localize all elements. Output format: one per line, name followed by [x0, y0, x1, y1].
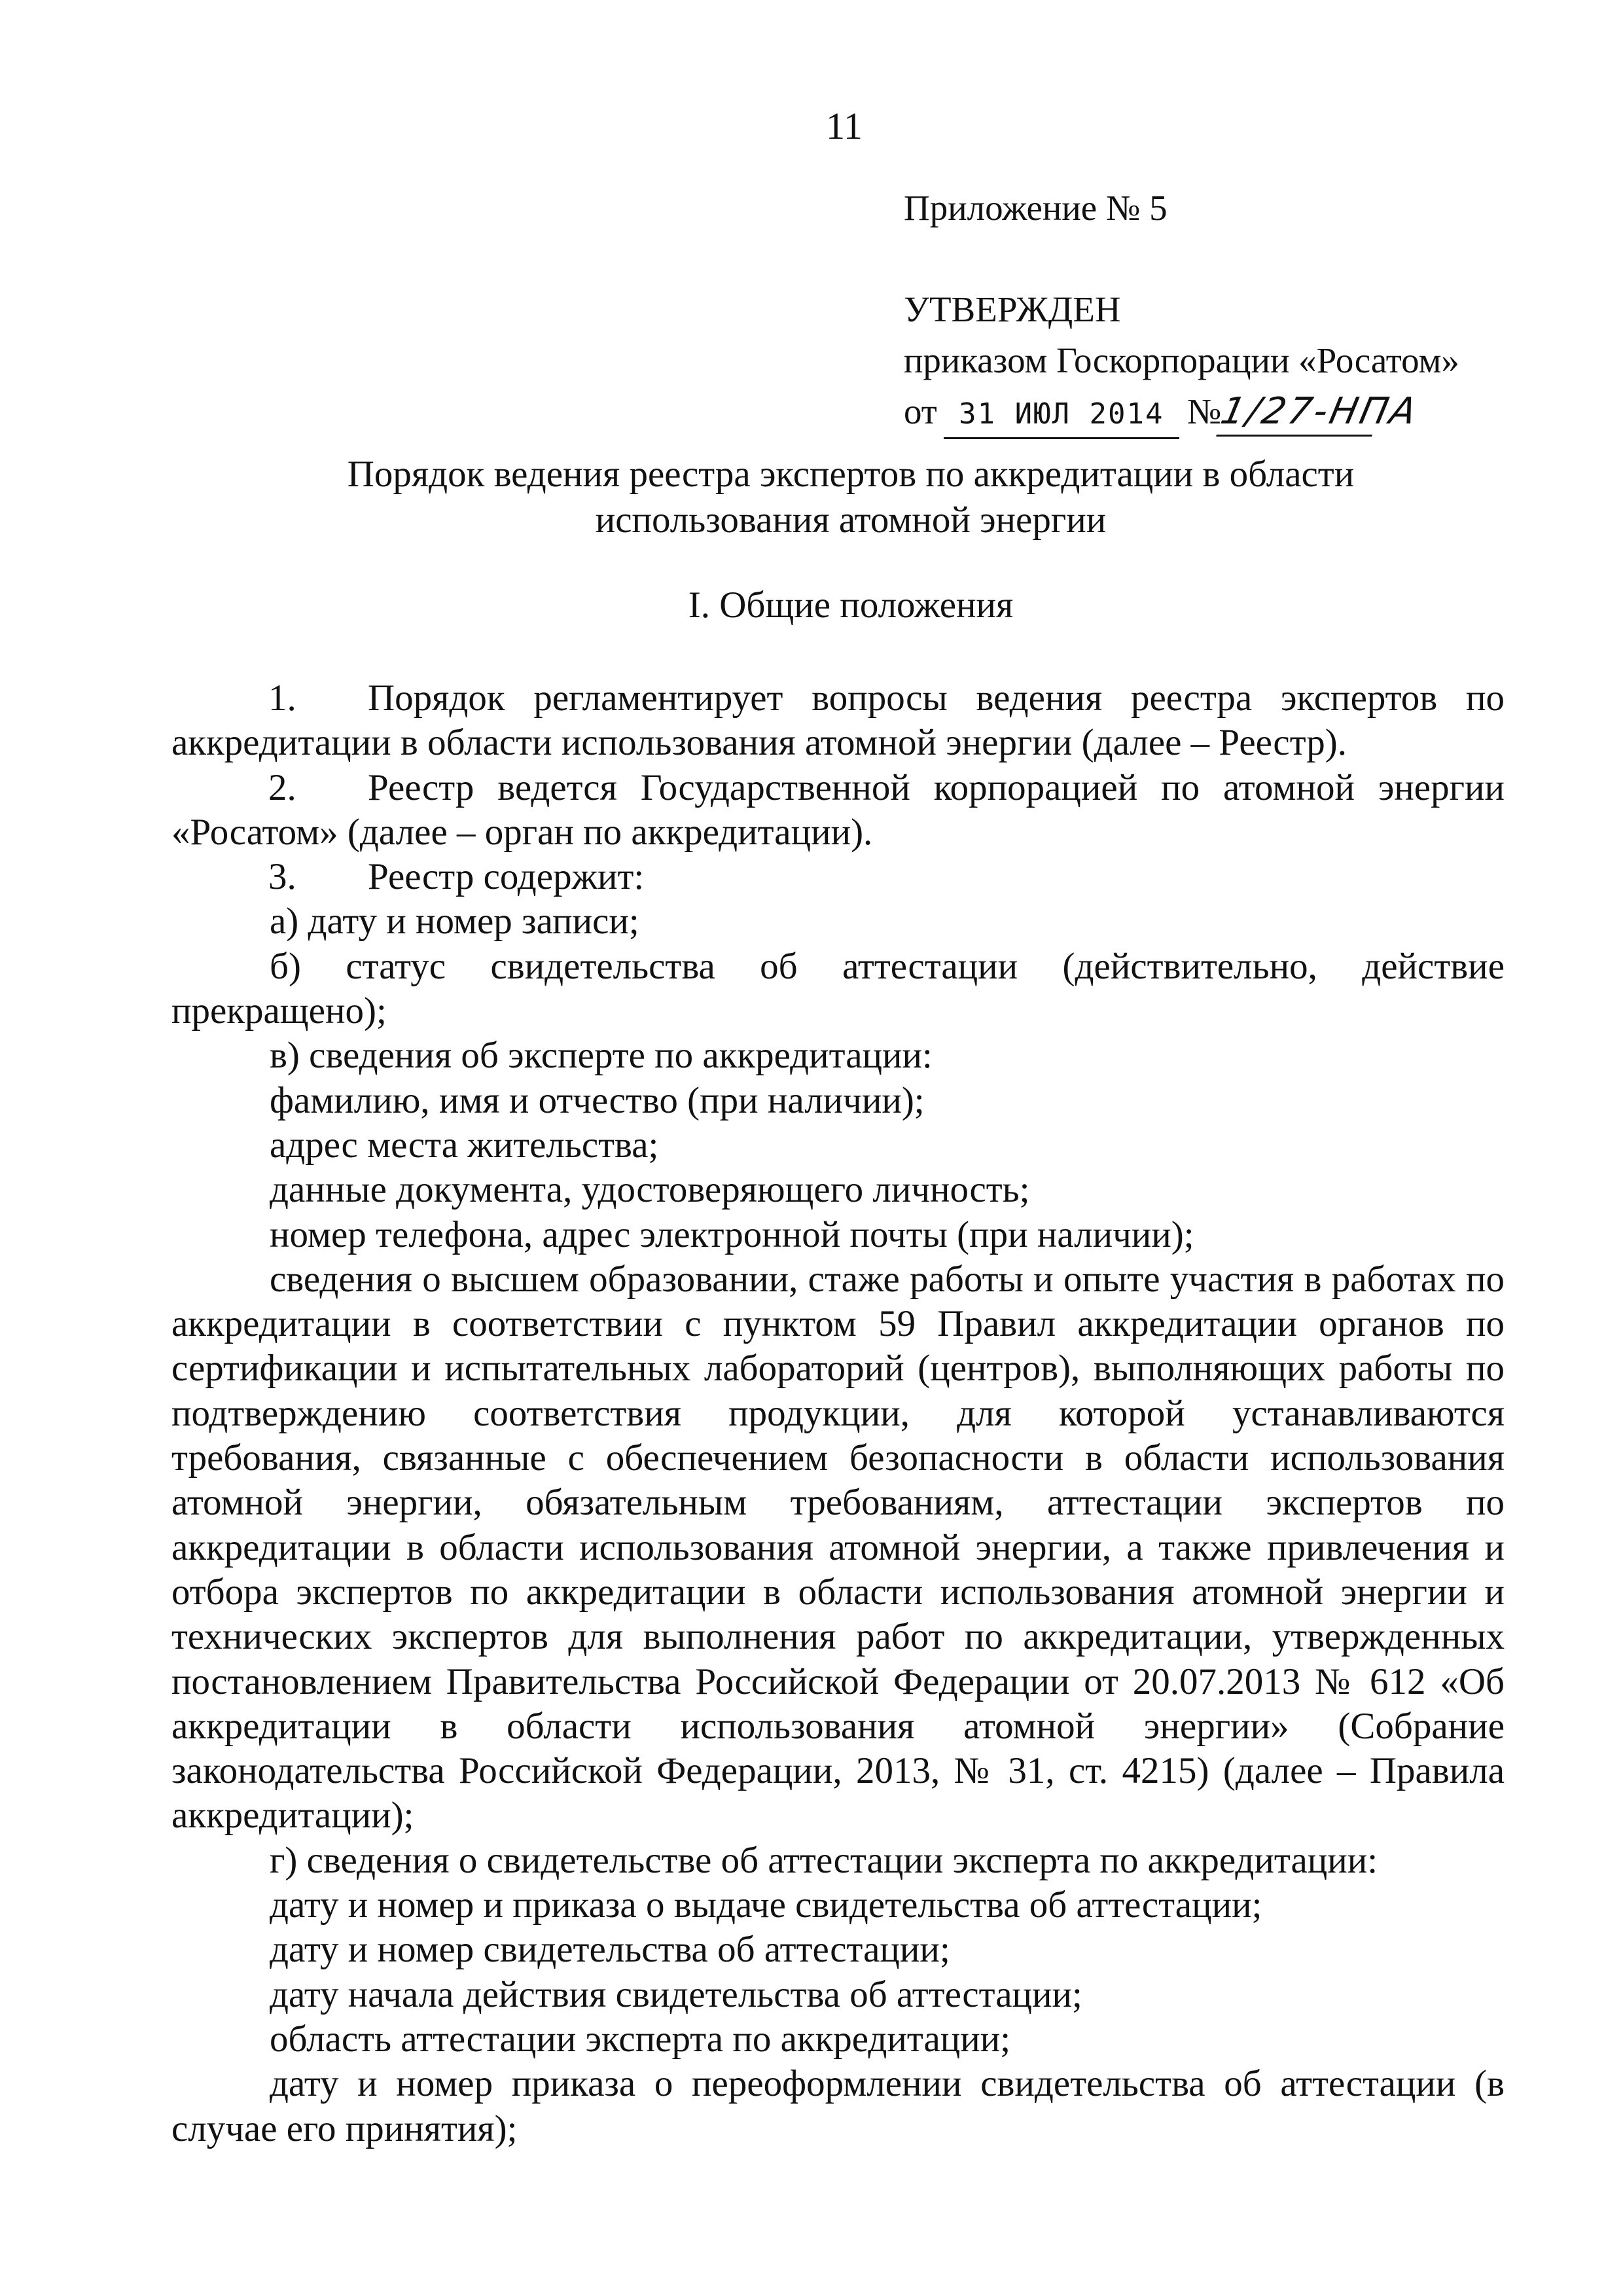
list-item: в) сведения об эксперте по аккредитации: [270, 1035, 933, 1077]
date-stamp: 31 ИЮЛ 2014 [944, 391, 1179, 439]
document-title [131, 452, 1571, 543]
order-issuer: приказом Госкорпорации «Росатом» [904, 340, 1459, 380]
order-date-line [904, 389, 1558, 435]
title-line: использования атомной энергии [595, 499, 1107, 541]
paragraph-number: 1. [268, 677, 296, 719]
list-item: сведения о высшем образовании, стаже работы и опыте участия в работах по аккредитации в соответствии с пунктом 59 Правил аккредитации органов по сертификации и испытательных лабораторий (центров), выполняющих работы по подтверждению соответствия продукции, для которой устанавливаются требования, связанные с обеспечением безопасности в области использования атомной энергии, обязательным требованиям, аттестации экспертов по аккредитации в области использования атомной энергии, а также привлечения и отбора экспертов по аккредитации в области использования атомной энергии и технических экспертов для выполнения работ по аккредитации, утвержденных постановлением Правительства Российской Федерации от 20.07.2013 № 612 «Об аккредитации в области использования атомной энергии» (Собрание законодательства Российской Федерации, 2013, № 31, ст. 4215) (далее – Правила аккредитации); [171, 1258, 1505, 1837]
approved-label: УТВЕРЖДЕН [904, 289, 1121, 329]
list-item: б) статус свидетельства об аттестации (действительно, действие прекращено); [171, 945, 1505, 1032]
list-item: фамилию, имя и отчество (при наличии); [270, 1079, 925, 1121]
paragraph-number: 2. [268, 766, 296, 808]
list-item: г) сведения о свидетельстве об аттестации эксперта по аккредитации: [270, 1839, 1378, 1881]
section-heading: I. Общие положения [688, 584, 1014, 626]
paragraph [171, 855, 1505, 899]
title-line: Порядок ведения реестра экспертов по аккредитации в области [347, 454, 1355, 495]
list-item: дату и номер и приказа о выдаче свидетельства об аттестации; [270, 1884, 1262, 1926]
list-item: адрес места жительства; [270, 1124, 659, 1166]
paragraph-number: 3. [268, 856, 296, 898]
paragraph-text: Реестр содержит: [368, 856, 645, 898]
handwritten-order-number: 1/27-НПА [1217, 389, 1383, 437]
paragraph [171, 676, 1505, 766]
list-item: дату и номер приказа о переоформлении свидетельства об аттестации (в случае его принятия); [171, 2063, 1505, 2149]
document-body [171, 676, 1505, 2151]
from-label: от [904, 391, 937, 431]
list-item: дату и номер свидетельства об аттестации; [270, 1929, 950, 1971]
paragraph-text: Порядок регламентирует вопросы ведения реестра экспертов по аккредитации в области использования атомной энергии (далее – Реестр). [171, 677, 1505, 764]
list-item: дату начала действия свидетельства об аттестации; [270, 1973, 1082, 2015]
list-item: данные документа, удостоверяющего личность; [270, 1169, 1030, 1211]
paragraph-text: Реестр ведется Государственной корпорацией по атомной энергии «Росатом» (далее – орган по аккредитации). [171, 766, 1505, 853]
list-item: а) дату и номер записи; [270, 901, 639, 942]
page-number: 11 [826, 105, 863, 147]
list-item: область аттестации эксперта по аккредитации; [270, 2018, 1011, 2060]
number-label: № [1186, 391, 1222, 431]
approval-block [904, 185, 1558, 435]
list-item: номер телефона, адрес электронной почты (при наличии); [270, 1213, 1194, 1255]
paragraph [171, 766, 1505, 855]
appendix-label: Приложение № 5 [904, 188, 1168, 228]
